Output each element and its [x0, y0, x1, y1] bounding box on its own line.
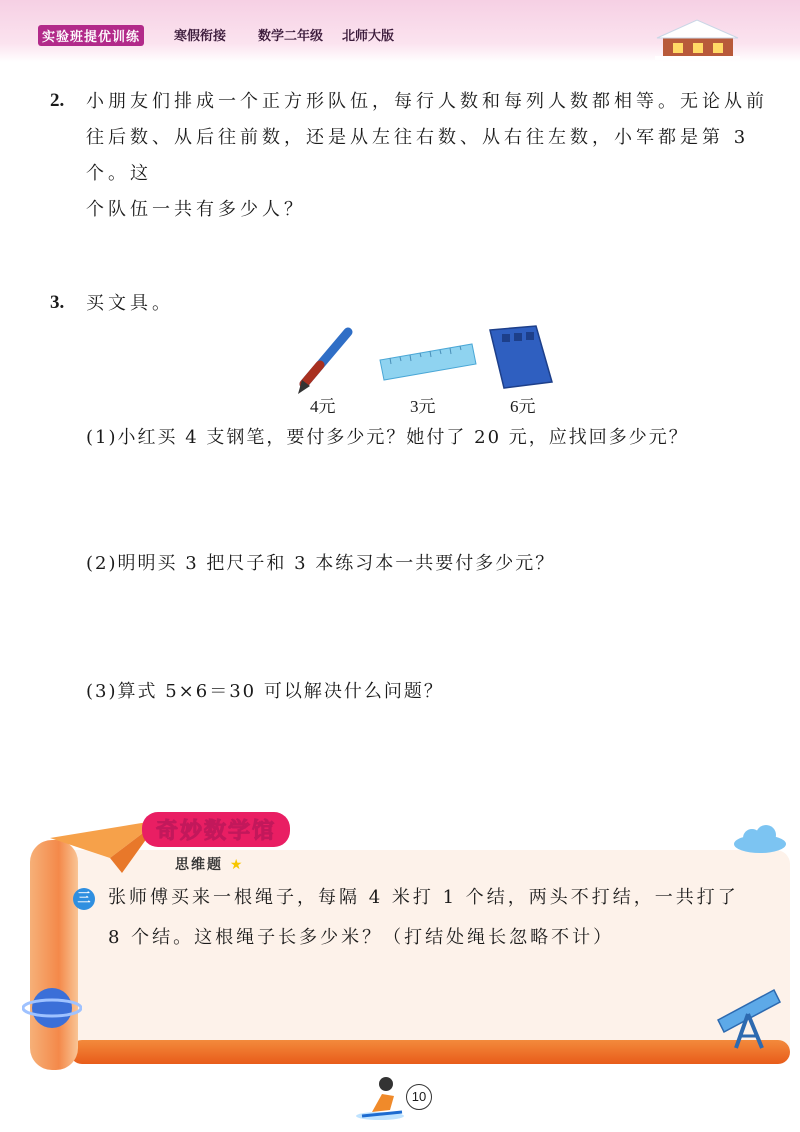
fun-math-subtitle-text: 思维题 — [175, 857, 223, 873]
problem-3-title: 买文具。 — [86, 293, 174, 314]
series-title: 实验班提优训练 — [38, 25, 144, 46]
problem-3-sub-1: (1)小红买 4 支钢笔，要付多少元？她付了 20 元，应找回多少元？ — [86, 427, 689, 448]
problem-3-number: 3. — [50, 292, 65, 313]
fun-math-subtitle — [175, 854, 244, 874]
mascot-icon — [350, 1072, 410, 1122]
question-badge: 三 — [73, 888, 95, 910]
ruler-price: 3元 — [410, 397, 436, 416]
problem-2-line-1: 小朋友们排成一个正方形队伍，每行人数和每列人数都相等。无论从前 — [86, 91, 768, 112]
header-tag-winter: 寒假衔接 — [174, 29, 227, 44]
ruler-icon — [380, 344, 476, 380]
house-icon — [655, 18, 740, 60]
fun-math-line-1: 张师傅买来一根绳子，每隔 4 米打 1 个结，两头不打结，一共打了 — [108, 887, 739, 908]
problem-3-sub-3: (3)算式 5×6＝30 可以解决什么问题？ — [86, 681, 444, 702]
fun-math-title: 奇妙数学馆 — [142, 812, 290, 847]
cloud-icon — [730, 824, 790, 854]
problem-2-line-2: 往后数、从后往前数，还是从左往右数、从右往左数，小军都是第 3 个。这 — [86, 127, 750, 184]
pen-icon — [298, 332, 348, 394]
header-tag-grade: 数学二年级 — [258, 29, 324, 44]
page-header — [0, 0, 800, 62]
star-icon: ★ — [229, 857, 245, 873]
notebook-price: 6元 — [510, 397, 536, 416]
fun-math-panel — [30, 819, 790, 1070]
problem-2-line-3: 个队伍一共有多少人？ — [86, 199, 306, 220]
telescope-icon — [708, 980, 788, 1050]
page-number: 10 — [406, 1084, 432, 1110]
header-tag-edition: 北师大版 — [342, 29, 395, 44]
fun-math-question — [108, 878, 788, 958]
pen-price: 4元 — [310, 397, 336, 416]
problem-3-sub-2: (2)明明买 3 把尺子和 3 本练习本一共要付多少元？ — [86, 553, 556, 574]
notebook-icon — [490, 326, 552, 388]
problem-2-text — [86, 84, 786, 228]
fun-math-line-2: 8 个结。这根绳子长多少米？（打结处绳长忽略不计） — [108, 927, 615, 948]
scroll-bottom-roll — [70, 1040, 790, 1064]
planet-icon — [22, 980, 82, 1036]
problem-2-number: 2. — [50, 90, 65, 111]
